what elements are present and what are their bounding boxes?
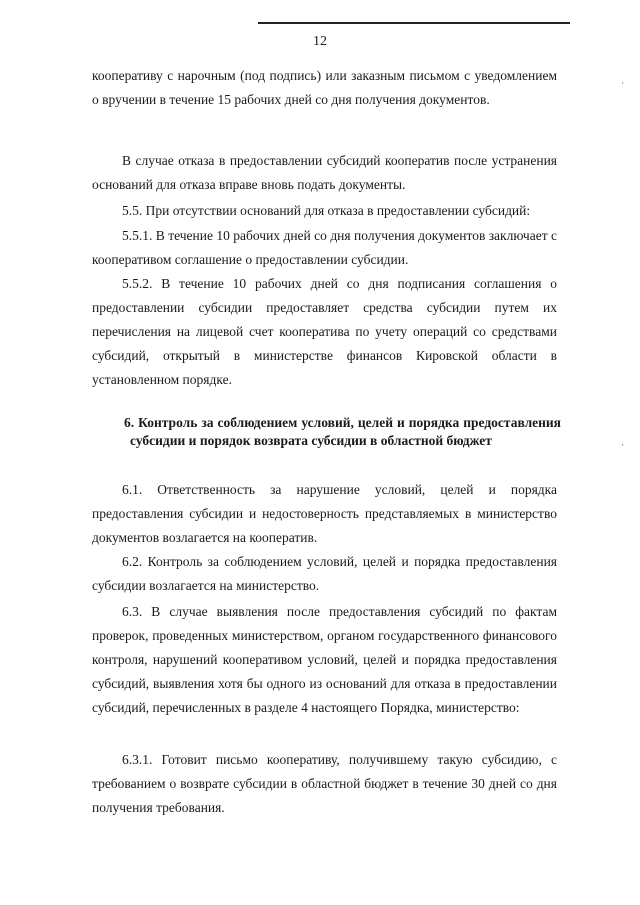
paragraph-6-3-1: 6.3.1. Готовит письмо кооперативу, получившему такую субсидию, с требованием о возврате субсидии в областной бюджет в течение 30 дней со дня получения требования.	[92, 752, 557, 815]
paragraph-5-5: 5.5. При отсутствии оснований для отказа в предоставлении субсидий:	[122, 203, 531, 218]
paragraph-5-5-2: 5.5.2. В течение 10 рабочих дней со дня подписания соглашения о предоставлении субсидии предоставляет средства субсидии путем их перечисления на лицевой счет кооператива по учету операций со средствами субсидий, открытый в министерстве финансов Кировской области в установленном порядке.	[92, 276, 557, 387]
paragraph-6-2: 6.2. Контроль за соблюдением условий, целей и порядка предоставления субсидии возлагается на министерство.	[92, 554, 557, 593]
paragraph-6-1: 6.1. Ответственность за нарушение условий, целей и порядка предоставления субсидии и недостоверность представляемых в министерство документов возлагается на кооператив.	[92, 482, 557, 545]
paragraph-6-3: 6.3. В случае выявления после предоставления субсидий по фактам проверок, проведенных министерством, органом государственного финансового контроля, нарушений кооперативом условий, целей и порядка предоставления субсидий, выявления хотя бы одного из оснований для отказа в предоставлении субсидий, перечисленных в разделе 4 настоящего Порядка, министерство:	[92, 604, 557, 715]
paragraph-delivery: кооперативу с нарочным (под подпись) или заказным письмом с уведомлением о вручении в течение 15 рабочих дней со дня получения документов.	[92, 68, 557, 107]
paragraph-5-5-1: 5.5.1. В течение 10 рабочих дней со дня получения документов заключает с кооперативом соглашение о предоставлении субсидии.	[92, 228, 557, 267]
margin-mark: ⋅	[621, 440, 625, 450]
section-6-heading: 6. Контроль за соблюдением условий, целей и порядка предоставления субсидии и порядок возврата субсидии в областной бюджет	[124, 415, 561, 448]
header-rule	[258, 22, 570, 24]
margin-mark: ⋅	[621, 78, 625, 88]
paragraph-refusal: В случае отказа в предоставлении субсидий кооператив после устранения оснований для отказа вправе вновь подать документы.	[92, 153, 557, 192]
page-number: 12	[313, 34, 327, 49]
